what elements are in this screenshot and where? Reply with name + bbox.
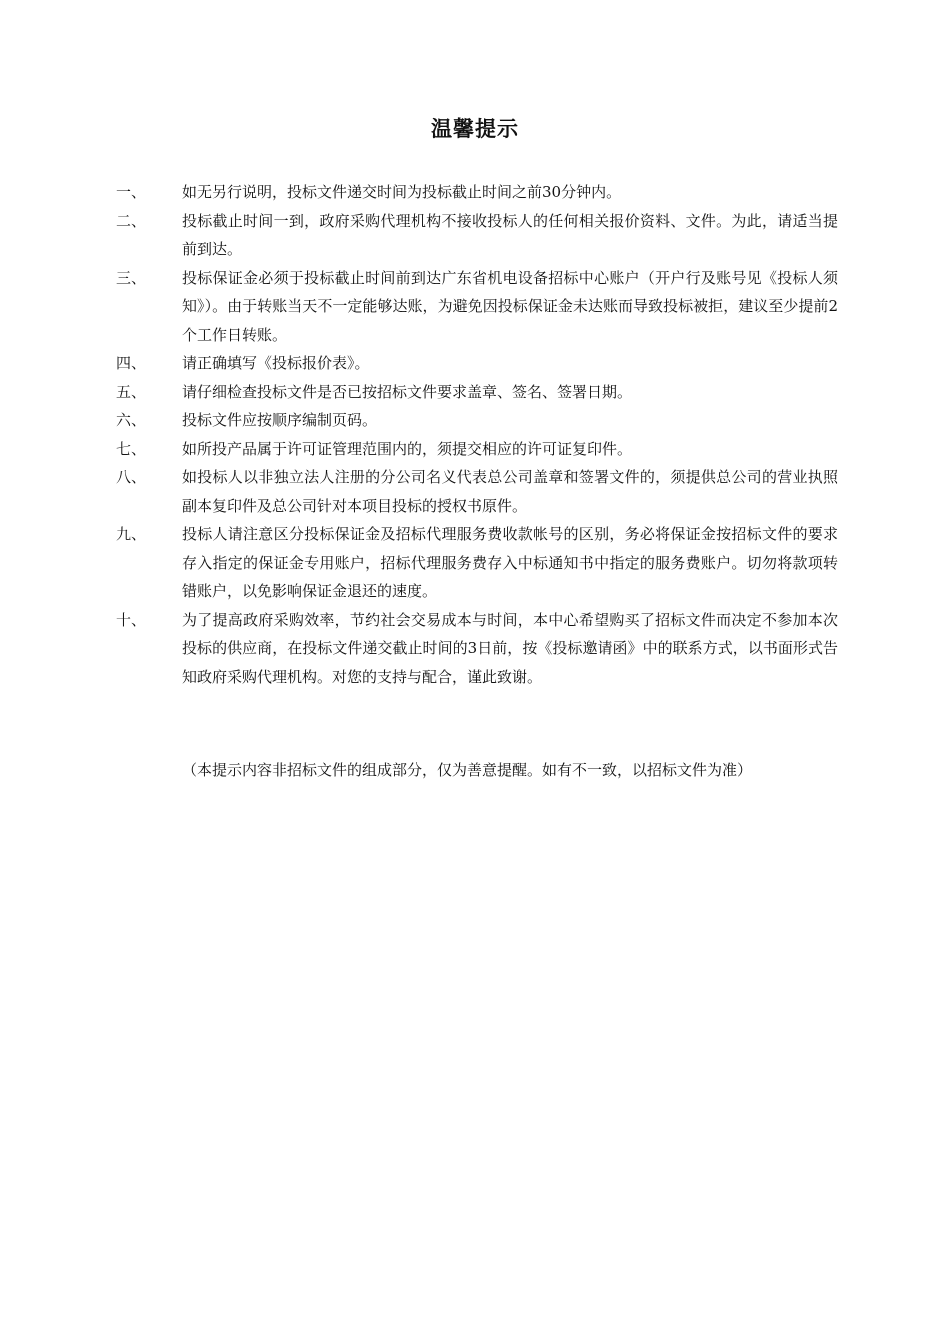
list-item (0, 435, 950, 464)
list-item (0, 378, 950, 407)
tips-list (0, 178, 950, 691)
list-item (0, 463, 950, 520)
item-text: 为了提高政府采购效率，节约社会交易成本与时间，本中心希望购买了招标文件而决定不参加本次投标的供应商，在投标文件递交截止时间的3日前，按《投标邀请函》中的联系方式，以书面形式告知政府采购代理机构。对您的支持与配合，谨此致谢。 (182, 610, 838, 686)
item-text: 请仔细检查投标文件是否已按招标文件要求盖章、签名、签署日期。 (182, 382, 633, 401)
item-number: 一、 (116, 183, 147, 201)
item-number: 二、 (116, 211, 147, 230)
list-item (0, 207, 950, 264)
item-text: 投标截止时间一到，政府采购代理机构不接收投标人的任何相关报价资料、文件。为此，请适当提前到达。 (182, 211, 838, 258)
item-number: 九、 (116, 525, 147, 543)
item-text: 如投标人以非独立法人注册的分公司名义代表总公司盖章和签署文件的，须提供总公司的营业执照副本复印件及总公司针对本项目投标的授权书原件。 (182, 468, 838, 515)
item-text: 如所投产品属于许可证管理范围内的，须提交相应的许可证复印件。 (182, 439, 633, 458)
item-number: 七、 (116, 439, 147, 458)
list-item (0, 606, 950, 692)
item-number: 三、 (116, 268, 147, 287)
list-item (0, 264, 950, 350)
list-item (0, 178, 950, 207)
footer-note: （本提示内容非招标文件的组成部分，仅为善意提醒。如有不一致，以招标文件为准） (182, 761, 753, 779)
item-number: 五、 (116, 382, 147, 401)
item-number: 六、 (116, 411, 147, 429)
item-text: 请正确填写《投标报价表》。 (182, 354, 370, 372)
item-number: 十、 (116, 610, 147, 629)
item-text: 投标保证金必须于投标截止时间前到达广东省机电设备招标中心账户（开户行及账号见《投标人须知》）。由于转账当天不一定能够达账，为避免因投标保证金未达账而导致投标被拒，建议至少提前2个工作日转账。 (182, 268, 838, 344)
list-item (0, 520, 950, 606)
list-item (0, 349, 950, 378)
item-text: 如无另行说明，投标文件递交时间为投标截止时间之前30分钟内。 (182, 183, 622, 201)
page-title: 温馨提示 (431, 117, 519, 141)
item-text: 投标文件应按顺序编制页码。 (182, 411, 378, 429)
item-number: 八、 (116, 468, 147, 486)
list-item (0, 406, 950, 435)
item-text: 投标人请注意区分投标保证金及招标代理服务费收款帐号的区别，务必将保证金按招标文件的要求存入指定的保证金专用账户，招标代理服务费存入中标通知书中指定的服务费账户。切勿将款项转错账户，以免影响保证金退还的速度。 (182, 525, 838, 600)
item-number: 四、 (116, 354, 147, 372)
